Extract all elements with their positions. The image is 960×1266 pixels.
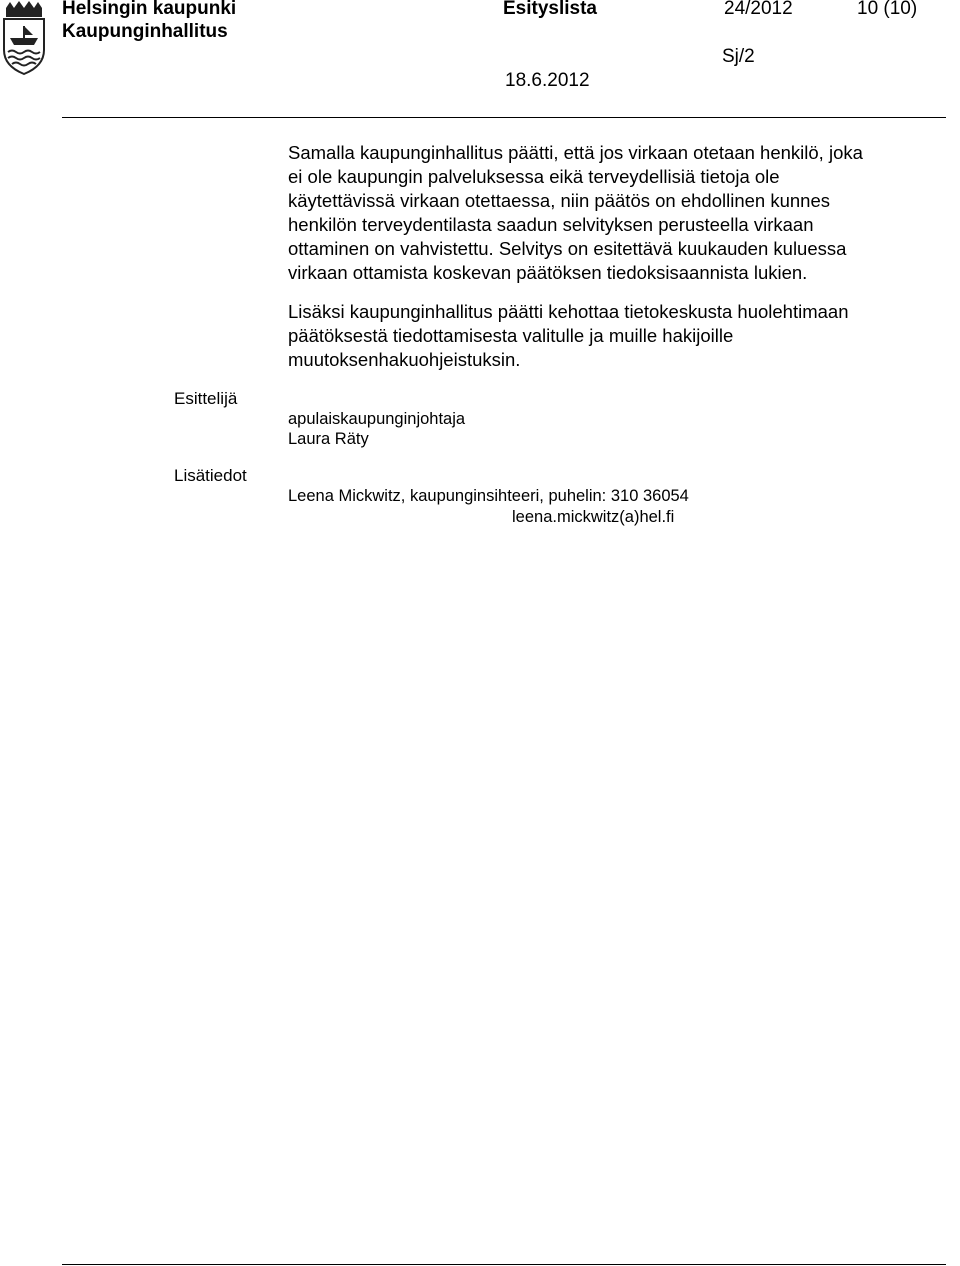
contact-label: Lisätiedot xyxy=(174,466,247,485)
footer-divider xyxy=(62,1264,946,1265)
meeting-date: 18.6.2012 xyxy=(505,70,590,91)
document-type: Esityslista xyxy=(503,0,597,19)
paragraph-line: Lisäksi kaupunginhallitus päätti kehottaa tietokeskusta huolehtimaan xyxy=(288,301,849,322)
decision-paragraph-1 xyxy=(288,141,948,285)
paragraph-line: virkaan ottamista koskevan päätöksen tiedoksisaannista lukien. xyxy=(288,262,808,283)
header-divider xyxy=(62,117,946,118)
paragraph-line: ei ole kaupungin palveluksessa eikä terveydellisiä tietoja ole xyxy=(288,166,780,187)
decision-paragraph-2 xyxy=(288,300,948,372)
presenter-title: apulaiskaupunginjohtaja xyxy=(288,410,466,428)
contact-person: Leena Mickwitz, kaupunginsihteeri, puhelin: 310 36054 xyxy=(288,487,689,505)
paragraph-line: henkilön terveydentilasta saadun selvityksen perusteella virkaan xyxy=(288,214,814,235)
paragraph-line: muutoksenhakuohjeistuksin. xyxy=(288,349,521,370)
contact-email: leena.mickwitz(a)hel.fi xyxy=(512,508,675,526)
paragraph-line: Samalla kaupunginhallitus päätti, että jos virkaan otetaan henkilö, joka xyxy=(288,142,863,163)
city-logo xyxy=(0,0,48,76)
presenter-label: Esittelijä xyxy=(174,389,238,408)
item-code: Sj/2 xyxy=(722,46,755,67)
document-number: 24/2012 xyxy=(724,0,793,19)
paragraph-line: ottaminen on vahvistettu. Selvitys on esitettävä kuukauden kuluessa xyxy=(288,238,847,259)
body-name: Kaupunginhallitus xyxy=(62,21,228,42)
paragraph-line: päätöksestä tiedottamisesta valitulle ja muille hakijoille xyxy=(288,325,734,346)
presenter-name: Laura Räty xyxy=(288,430,369,448)
org-name: Helsingin kaupunki xyxy=(62,0,237,19)
paragraph-line: käytettävissä virkaan otettaessa, niin päätös on ehdollinen kunnes xyxy=(288,190,830,211)
helsinki-coat-of-arms-icon xyxy=(0,0,48,76)
page-number: 10 (10) xyxy=(857,0,918,19)
